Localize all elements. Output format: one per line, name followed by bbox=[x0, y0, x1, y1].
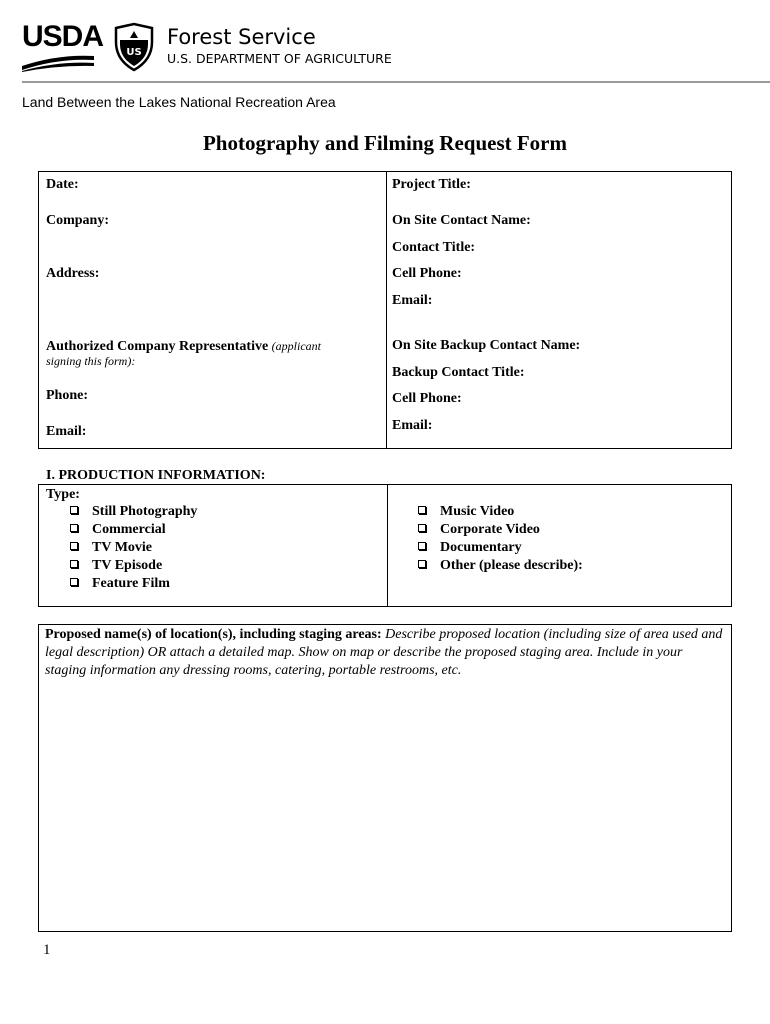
backup-cell-phone-field[interactable]: Cell Phone: bbox=[392, 391, 462, 406]
email-field[interactable]: Email: bbox=[46, 424, 87, 439]
authorized-rep-note-cont: signing this form): bbox=[46, 354, 136, 368]
option-tv-movie[interactable]: TV Movie bbox=[70, 539, 152, 557]
option-other[interactable]: Other (please describe): bbox=[418, 557, 583, 575]
agency-name: Forest Service bbox=[167, 25, 316, 49]
option-music-video[interactable]: Music Video bbox=[418, 503, 514, 521]
department-name: U.S. DEPARTMENT OF AGRICULTURE bbox=[167, 51, 392, 66]
checkbox-icon[interactable] bbox=[418, 542, 426, 550]
header-divider bbox=[22, 81, 770, 83]
phone-field[interactable]: Phone: bbox=[46, 388, 88, 403]
area-name: Land Between the Lakes National Recreation Area bbox=[22, 94, 336, 110]
location-label: Proposed name(s) of location(s), including staging areas: bbox=[45, 627, 382, 642]
production-info-heading: I. PRODUCTION INFORMATION: bbox=[46, 468, 266, 483]
project-title-field[interactable]: Project Title: bbox=[392, 177, 471, 192]
contact-email-field[interactable]: Email: bbox=[392, 293, 433, 308]
checkbox-icon[interactable] bbox=[418, 506, 426, 514]
svg-text:US: US bbox=[126, 47, 142, 58]
checkbox-icon[interactable] bbox=[418, 524, 426, 532]
checkbox-icon[interactable] bbox=[70, 560, 78, 568]
production-table-divider bbox=[387, 485, 388, 606]
type-label: Type: bbox=[46, 487, 80, 502]
option-commercial[interactable]: Commercial bbox=[70, 521, 166, 539]
backup-contact-name-field[interactable]: On Site Backup Contact Name: bbox=[392, 338, 581, 353]
contact-title-field[interactable]: Contact Title: bbox=[392, 240, 476, 255]
option-still-photography[interactable]: Still Photography bbox=[70, 503, 197, 521]
company-field[interactable]: Company: bbox=[46, 213, 110, 228]
contact-table-divider bbox=[386, 172, 387, 448]
usda-logo-text: USDA bbox=[22, 20, 104, 53]
form-title: Photography and Filming Request Form bbox=[202, 131, 567, 155]
usda-logo bbox=[22, 20, 104, 70]
onsite-contact-name-field[interactable]: On Site Contact Name: bbox=[392, 213, 531, 228]
checkbox-icon[interactable] bbox=[70, 542, 78, 550]
usda-logo-swoosh bbox=[22, 52, 94, 72]
option-tv-episode[interactable]: TV Episode bbox=[70, 557, 162, 575]
cell-phone-field[interactable]: Cell Phone: bbox=[392, 266, 462, 281]
option-feature-film[interactable]: Feature Film bbox=[70, 575, 170, 593]
checkbox-icon[interactable] bbox=[418, 560, 426, 568]
checkbox-icon[interactable] bbox=[70, 506, 78, 514]
option-corporate-video[interactable]: Corporate Video bbox=[418, 521, 540, 539]
authorized-rep-note: (applicant bbox=[271, 339, 321, 353]
backup-email-field[interactable]: Email: bbox=[392, 418, 433, 433]
backup-contact-title-field[interactable]: Backup Contact Title: bbox=[392, 365, 525, 380]
authorized-rep-field[interactable] bbox=[46, 338, 321, 355]
authorized-rep-label: Authorized Company Representative bbox=[46, 339, 269, 354]
date-field[interactable]: Date: bbox=[46, 177, 79, 192]
location-instructions bbox=[45, 626, 727, 680]
location-instruction-text: Describe proposed location (including size of area used and legal description) OR attach a detailed map. Show on map or describe the proposed staging area. Include in your staging information any dressing rooms, catering, portable restrooms, etc. bbox=[45, 627, 723, 678]
option-documentary[interactable]: Documentary bbox=[418, 539, 522, 557]
forest-service-shield-icon bbox=[112, 22, 156, 72]
page-number: 1 bbox=[43, 942, 51, 958]
contact-info-table bbox=[38, 171, 732, 449]
checkbox-icon[interactable] bbox=[70, 524, 78, 532]
checkbox-icon[interactable] bbox=[70, 578, 78, 586]
address-field[interactable]: Address: bbox=[46, 266, 100, 281]
